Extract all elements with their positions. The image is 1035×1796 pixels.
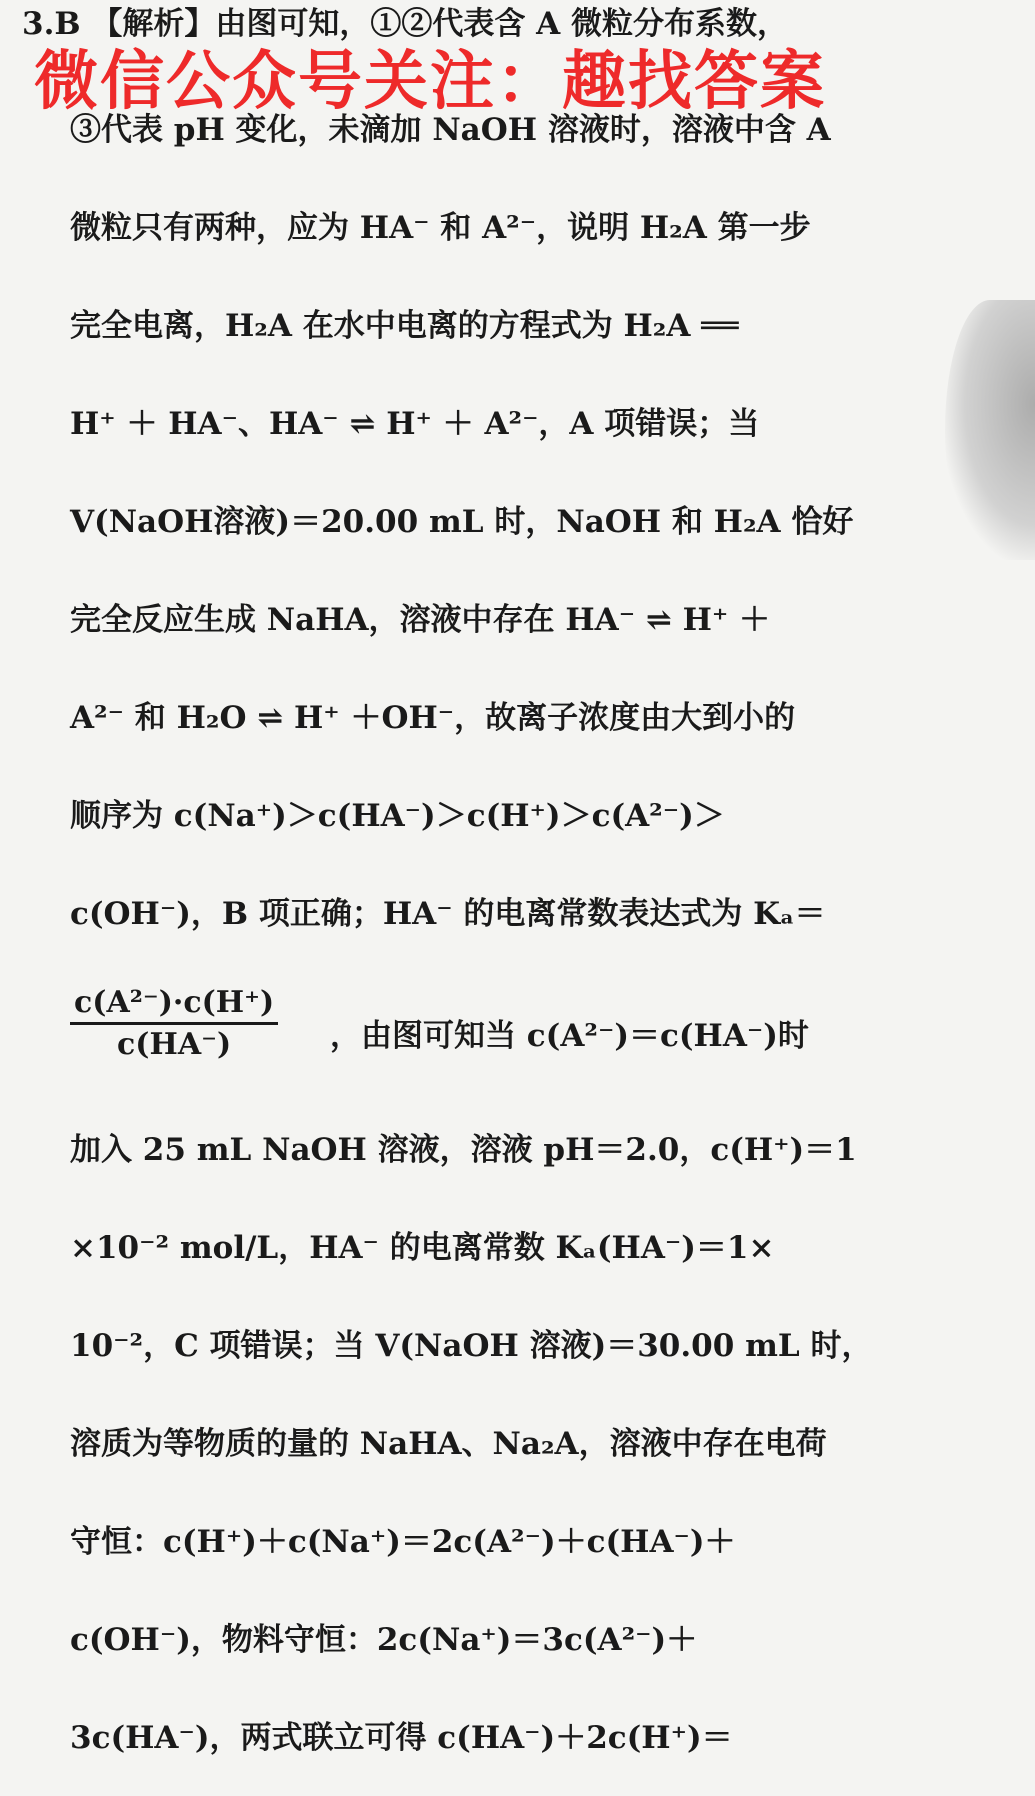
text-line-1: 3.B 【解析】由图可知，①②代表含 A 微粒分布系数， [22,6,788,42]
text-after-fraction: ，由图可知当 c(A²⁻)＝c(HA⁻)时 [330,1018,809,1054]
text-line-13: 10⁻²，C 项错误；当 V(NaOH 溶液)＝30.00 mL 时， [70,1328,873,1364]
text-line-4: 完全电离，H₂A 在水中电离的方程式为 H₂A ══ [70,308,739,344]
text-line-12: ×10⁻² mol/L，HA⁻ 的电离常数 Kₐ(HA⁻)＝1× [70,1230,775,1266]
text-line-6: V(NaOH溶液)＝20.00 mL 时，NaOH 和 H₂A 恰好 [70,504,854,540]
text-line-2: ③代表 pH 变化，未滴加 NaOH 溶液时，溶液中含 A [70,112,831,148]
ka-fraction [70,985,278,1062]
text-line-7: 完全反应生成 NaHA，溶液中存在 HA⁻ ⇌ H⁺ ＋ [70,602,771,638]
text-line-16: c(OH⁻)，物料守恒：2c(Na⁺)＝3c(A²⁻)＋ [70,1622,698,1658]
text-line-10: c(OH⁻)，B 项正确；HA⁻ 的电离常数表达式为 Kₐ＝ [70,896,826,932]
text-line-14: 溶质为等物质的量的 NaHA、Na₂A，溶液中存在电荷 [70,1426,827,1462]
text-line-9: 顺序为 c(Na⁺)＞c(HA⁻)＞c(H⁺)＞c(A²⁻)＞ [70,798,725,834]
watermark: 微信公众号关注：趣找答案 [34,45,826,119]
fraction-denominator: c(HA⁻) [117,1027,232,1062]
text-line-11: 加入 25 mL NaOH 溶液，溶液 pH＝2.0，c(H⁺)＝1 [70,1132,857,1168]
text-line-17: 3c(HA⁻)，两式联立可得 c(HA⁻)＋2c(H⁺)＝ [70,1720,733,1756]
text-line-8: A²⁻ 和 H₂O ⇌ H⁺ ＋OH⁻，故离子浓度由大到小的 [70,700,796,736]
text-line-5: H⁺ ＋ HA⁻、HA⁻ ⇌ H⁺ ＋ A²⁻，A 项错误；当 [70,406,760,442]
fraction-numerator: c(A²⁻)·c(H⁺) [70,985,278,1025]
text-line-15: 守恒：c(H⁺)＋c(Na⁺)＝2c(A²⁻)＋c(HA⁻)＋ [70,1524,736,1560]
text-line-3: 微粒只有两种，应为 HA⁻ 和 A²⁻，说明 H₂A 第一步 [70,210,811,246]
page-curl-shadow [945,300,1035,560]
